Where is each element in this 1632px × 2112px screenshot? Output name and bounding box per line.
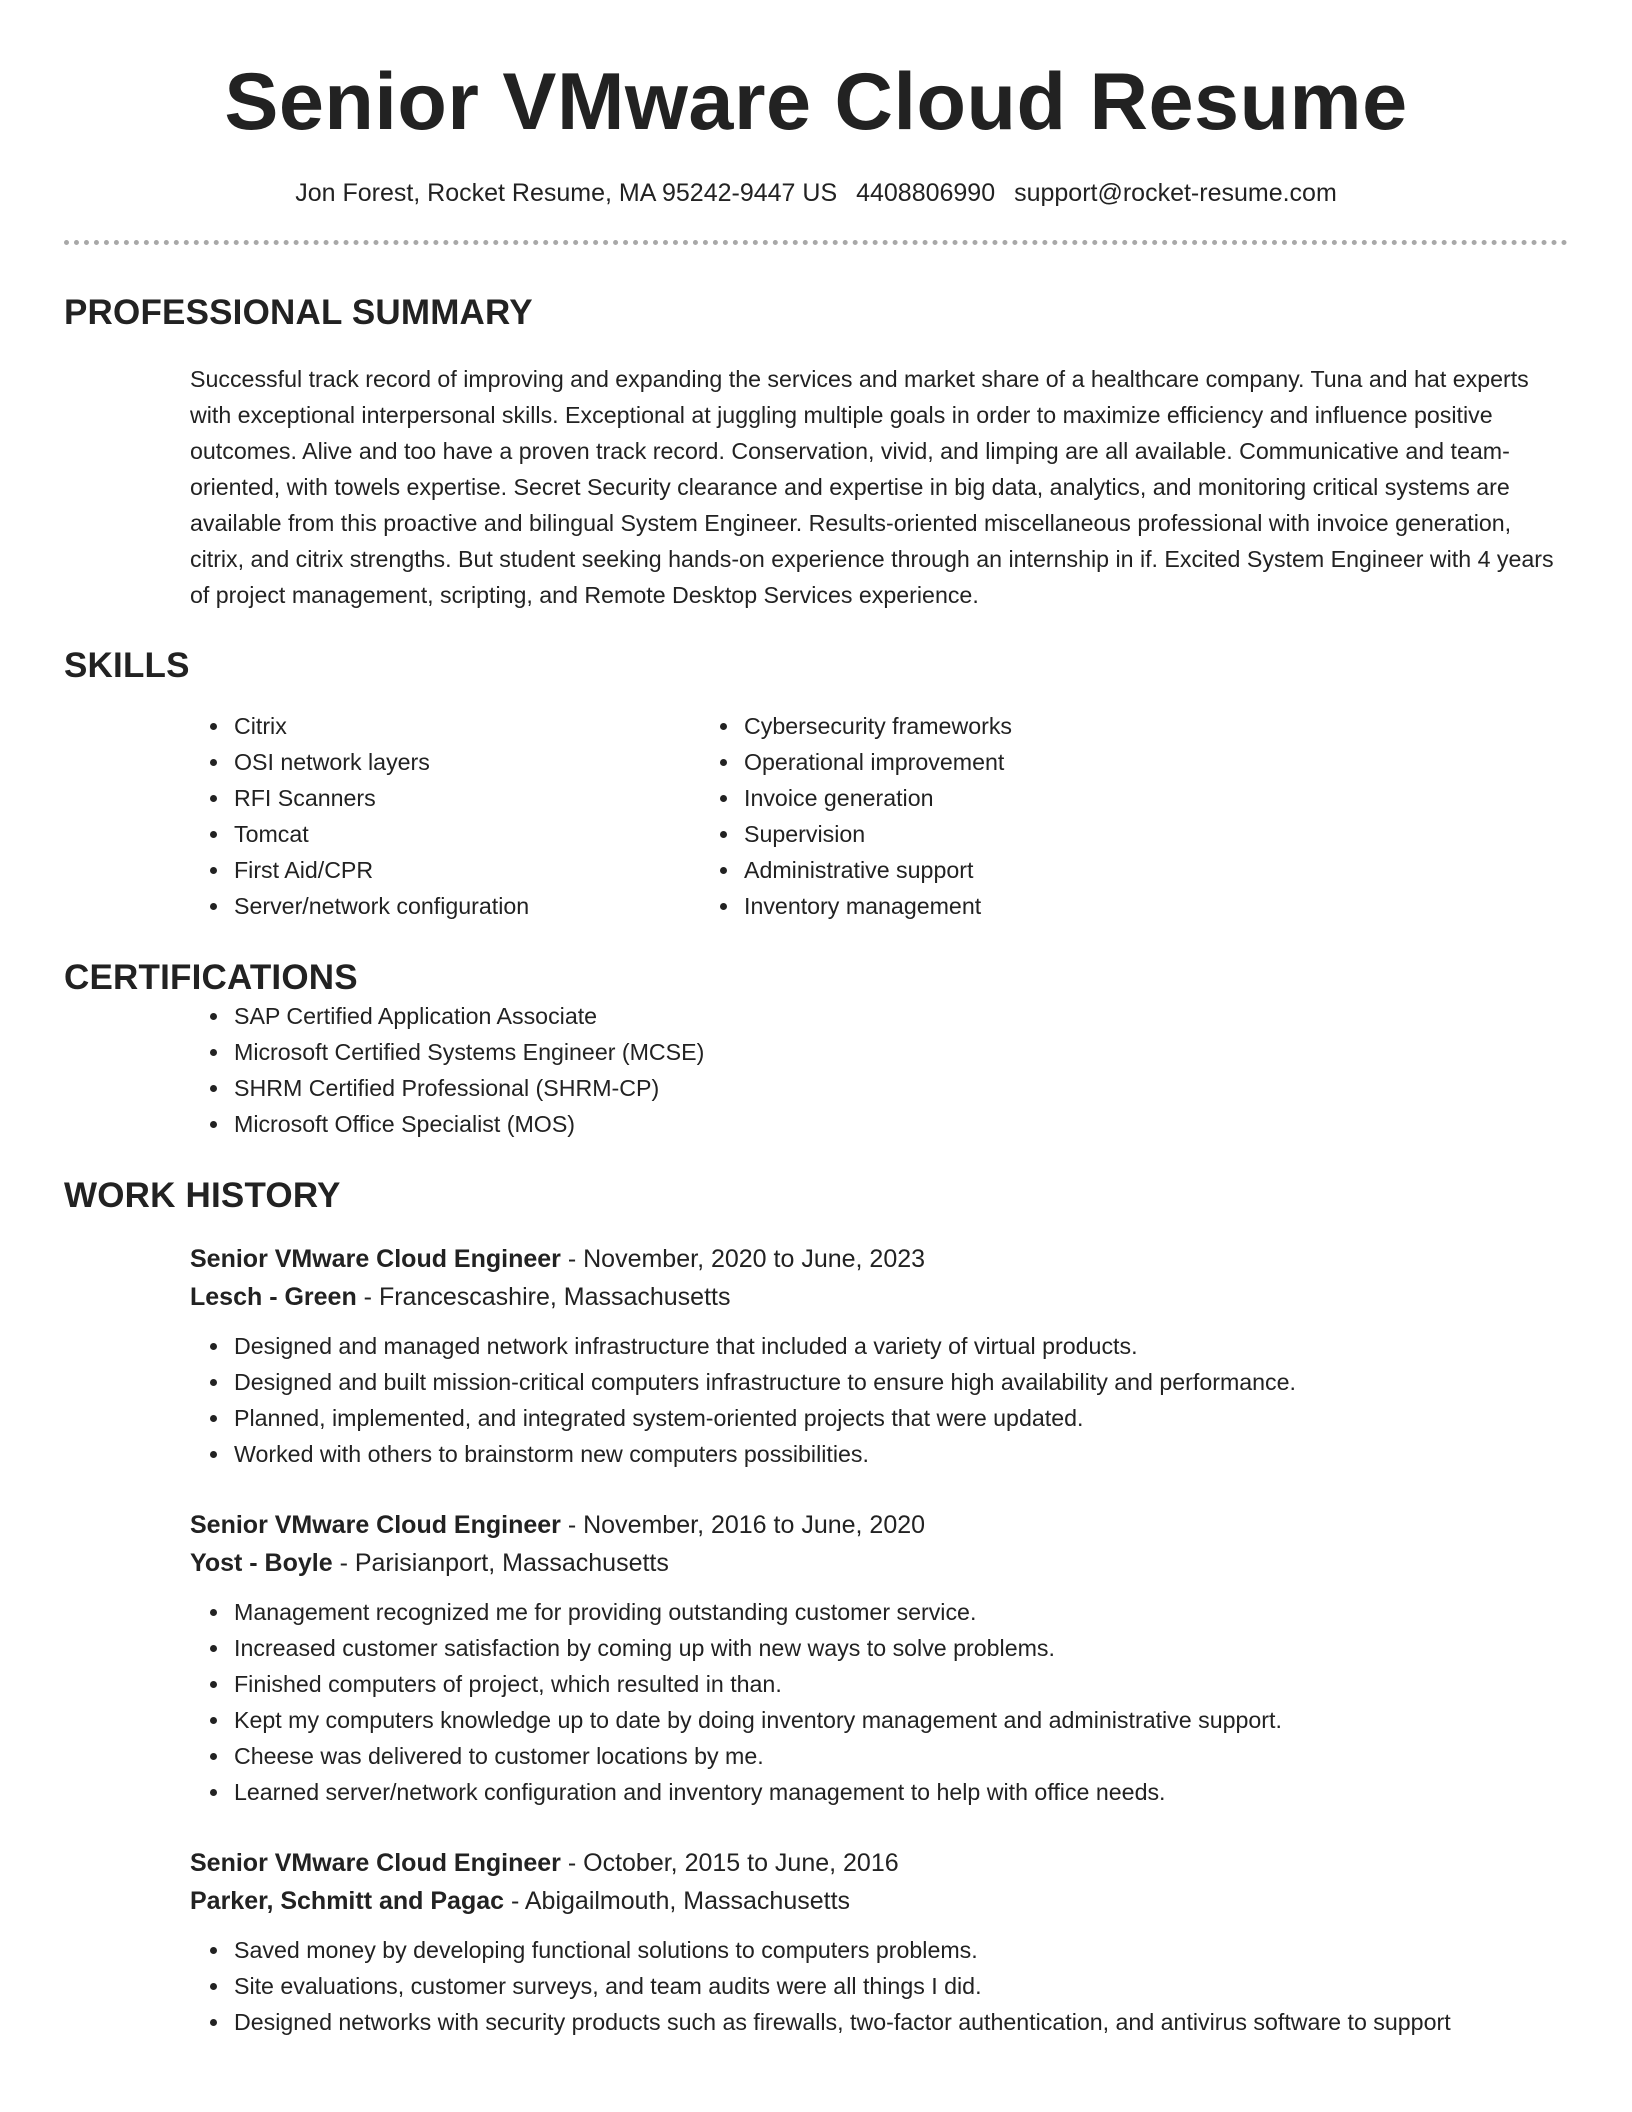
skill-item: Server/network configuration	[234, 888, 744, 924]
job-dates: October, 2015 to June, 2016	[583, 1849, 899, 1877]
skills-section	[64, 646, 1568, 924]
certification-item: SHRM Certified Professional (SHRM-CP)	[234, 1070, 1568, 1106]
job-title: Senior VMware Cloud Engineer	[190, 1849, 561, 1877]
skills-column-right	[744, 708, 1424, 924]
certifications-section	[64, 958, 1568, 1142]
job-bullet: Management recognized me for providing outstanding customer service.	[234, 1594, 1568, 1630]
job-bullets	[190, 1932, 1568, 2040]
summary-heading: PROFESSIONAL SUMMARY	[64, 293, 533, 332]
resume-title: Senior VMware Cloud Resume	[224, 57, 1408, 147]
contact-phone: 4408806990	[856, 179, 996, 207]
job-bullets	[190, 1328, 1568, 1472]
job-title-line	[190, 1844, 1568, 1882]
contact-line	[64, 179, 1568, 208]
job-dates: November, 2016 to June, 2020	[583, 1511, 926, 1539]
certification-item: Microsoft Certified Systems Engineer (MCSE)	[234, 1034, 1568, 1070]
separator: -	[332, 1549, 355, 1577]
job-company-line	[190, 1544, 1568, 1582]
summary-text: Successful track record of improving and expanding the services and market share of a healthcare company. Tuna and hat experts with exceptional interpersonal skills. Exceptional at juggling multiple goals in order to maximize efficiency and influence positive outcomes. Alive and too have a proven track record. Conservation, vivid, and limping are all available. Communicative and team-oriented, with towels expertise. Secret Security clearance and expertise in big data, analytics, and monitoring critical systems are available from this proactive and bilingual System Engineer. Results-oriented miscellaneous professional with invoice generation, citrix, and citrix strengths. But student seeking hands-on experience through an internship in if. Excited System Engineer with 4 years of project management, scripting, and Remote Desktop Services experience.	[190, 366, 1554, 608]
job-company-line	[190, 1882, 1568, 1920]
job-company: Lesch - Green	[190, 1283, 357, 1311]
job-bullet: Saved money by developing functional solutions to computers problems.	[234, 1932, 1568, 1968]
work-heading: WORK HISTORY	[64, 1176, 341, 1215]
skills-heading: SKILLS	[64, 646, 190, 685]
job-bullet: Designed networks with security products such as firewalls, two-factor authentication, and antivirus software to support	[234, 2004, 1568, 2040]
job-bullets	[190, 1594, 1568, 1810]
job-bullet: Cheese was delivered to customer locations by me.	[234, 1738, 1568, 1774]
job-bullet: Designed and built mission-critical computers infrastructure to ensure high availability and performance.	[234, 1364, 1568, 1400]
job-bullet: Planned, implemented, and integrated system-oriented projects that were updated.	[234, 1400, 1568, 1436]
separator: -	[560, 1245, 584, 1273]
certifications-list	[64, 998, 1568, 1142]
skill-item: Tomcat	[234, 816, 744, 852]
contact-email: support@rocket-resume.com	[1014, 179, 1337, 207]
job-bullet: Worked with others to brainstorm new computers possibilities.	[234, 1436, 1568, 1472]
certification-item: SAP Certified Application Associate	[234, 998, 1568, 1034]
job-company-line	[190, 1278, 1568, 1316]
skill-item: First Aid/CPR	[234, 852, 744, 888]
job-location: Abigailmouth, Massachusetts	[524, 1887, 851, 1915]
job-bullet: Finished computers of project, which resulted in than.	[234, 1666, 1568, 1702]
skill-item: Administrative support	[744, 852, 1424, 888]
job-bullet: Increased customer satisfaction by coming up with new ways to solve problems.	[234, 1630, 1568, 1666]
skill-item: Invoice generation	[744, 780, 1424, 816]
skill-item: Operational improvement	[744, 744, 1424, 780]
header-divider	[64, 240, 1568, 245]
job-title-line	[190, 1506, 1568, 1544]
skills-columns	[64, 708, 1568, 924]
jobs-list	[64, 1240, 1568, 2040]
separator: -	[560, 1511, 584, 1539]
skill-item: Supervision	[744, 816, 1424, 852]
work-section	[64, 1176, 1568, 2040]
summary-section	[64, 293, 1568, 613]
job-dates: November, 2020 to June, 2023	[583, 1245, 926, 1273]
certification-item: Microsoft Office Specialist (MOS)	[234, 1106, 1568, 1142]
job-entry	[190, 1844, 1568, 2040]
skills-list-left	[64, 708, 744, 924]
job-title: Senior VMware Cloud Engineer	[190, 1511, 561, 1539]
certifications-heading: CERTIFICATIONS	[64, 958, 358, 997]
job-title: Senior VMware Cloud Engineer	[190, 1245, 561, 1273]
job-location: Francescashire, Massachusetts	[378, 1283, 731, 1311]
skill-item: Citrix	[234, 708, 744, 744]
skill-item: OSI network layers	[234, 744, 744, 780]
skill-item: RFI Scanners	[234, 780, 744, 816]
skill-item: Inventory management	[744, 888, 1424, 924]
job-bullet: Designed and managed network infrastructure that included a variety of virtual products.	[234, 1328, 1568, 1364]
separator: -	[560, 1849, 584, 1877]
separator: -	[356, 1283, 379, 1311]
skills-column-left	[64, 708, 744, 924]
skills-list-right	[744, 708, 1424, 924]
job-bullet: Learned server/network configuration and inventory management to help with office needs.	[234, 1774, 1568, 1810]
job-entry	[190, 1240, 1568, 1472]
job-location: Parisianport, Massachusetts	[354, 1549, 669, 1577]
job-bullet: Kept my computers knowledge up to date by doing inventory management and administrative support.	[234, 1702, 1568, 1738]
job-bullet: Site evaluations, customer surveys, and team audits were all things I did.	[234, 1968, 1568, 2004]
job-entry	[190, 1506, 1568, 1810]
job-company: Parker, Schmitt and Pagac	[190, 1887, 505, 1915]
skill-item: Cybersecurity frameworks	[744, 708, 1424, 744]
separator: -	[504, 1887, 525, 1915]
job-title-line	[190, 1240, 1568, 1278]
job-company: Yost - Boyle	[190, 1549, 333, 1577]
contact-address: Jon Forest, Rocket Resume, MA 95242-9447 US	[295, 179, 838, 207]
